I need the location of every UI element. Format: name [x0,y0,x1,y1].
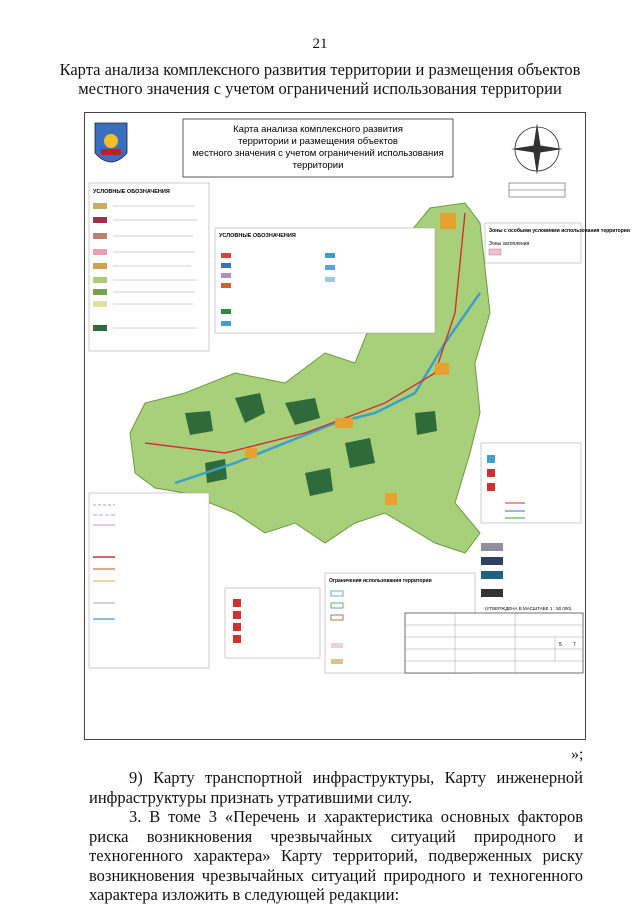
sheet-number-1: 5 [559,642,562,648]
map-title-line-4: территории [292,160,344,171]
restrictions-legend-heading: Ограничения использования территории [329,578,432,584]
transport-legend-swatches [481,543,503,597]
paragraph-item-9: 9) Карту транспортной инфраструктуры, Карту инженерной инфраструктуры признать утратившими силу. [89,768,583,807]
document-title [40,60,600,98]
closing-quote: »; [571,746,584,763]
engineering-legend-box [481,443,581,523]
sheet-number-2: 7 [573,642,576,648]
legend-left-heading: УСЛОВНЫЕ ОБОЗНАЧЕНИЯ [93,189,170,195]
coat-of-arms-icon [95,123,127,162]
map-drawing [85,113,630,741]
legend-middle-heading: УСЛОВНЫЕ ОБОЗНАЧЕНИЯ [219,233,296,239]
document-title-line-1: Карта анализа комплексного развития территории и размещения объектов [59,60,581,79]
page-number: 21 [312,36,328,52]
map-title-line-2: территории и размещения объектов [238,136,398,147]
map-title-line-3: местного значения с учетом ограничений использования [192,148,444,159]
embedded-map-image [84,112,630,740]
scale-text: (УТВЕРЖДЕНА В МАСШТАБЕ 1 : 50 000) [485,606,572,611]
title-block-stamp [405,613,583,673]
zone-legend-heading: Зоны с особыми условиями использования территории [489,228,630,234]
document-title-line-2: местного значения с учетом ограничений использования территории [78,79,562,98]
compass-rose-icon [509,123,565,197]
flood-zone-heading: Зоны затопления [489,241,530,247]
map-title-line-1: Карта анализа комплексного развития [233,124,403,135]
paragraph-item-3: 3. В томе 3 «Перечень и характеристика основных факторов риска возникновения чрезвычайных ситуаций природного и техногенного характера» Карту территорий, подверженных риску возникновения чрезвычайных ситуаций природного и техногенного характера изложить в следующей редакции: [89,807,583,904]
flood-zone-swatch [489,249,501,255]
